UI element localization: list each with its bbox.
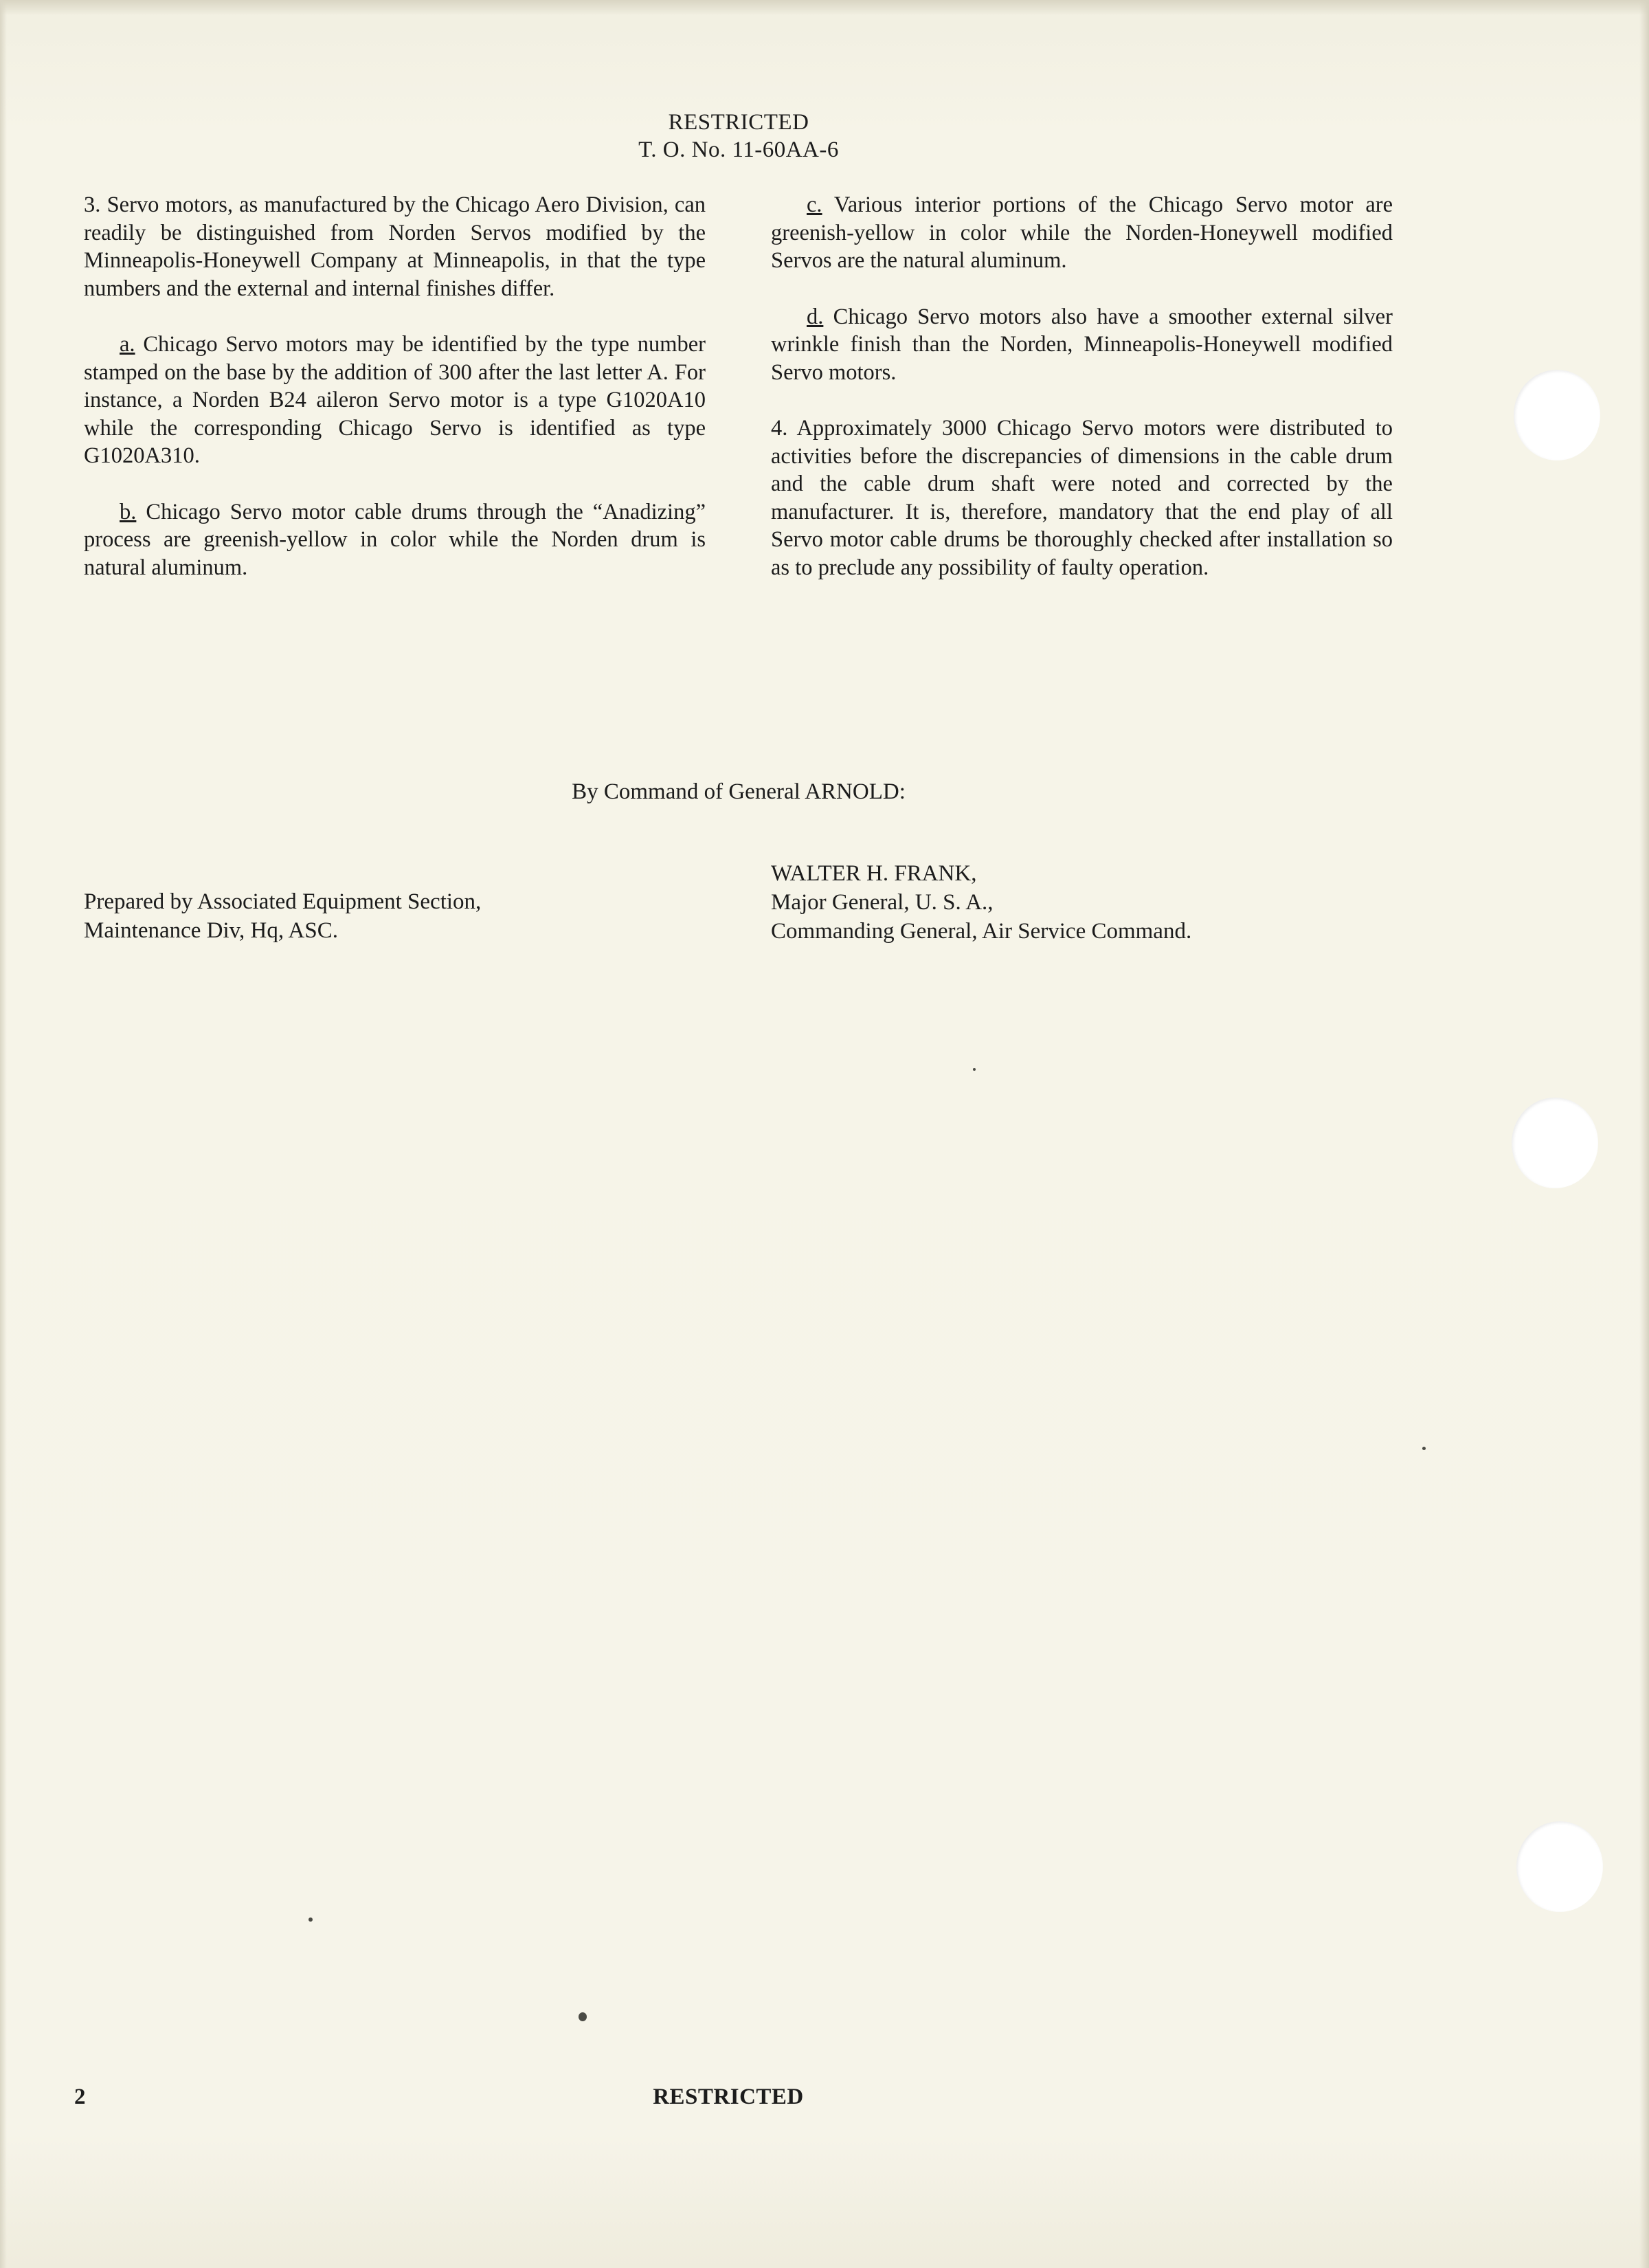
paragraph-3a: [84, 331, 706, 470]
paragraph-text: Approximately 3000 Chicago Servo motors were distributed to activities before the discrepancies of dimensions in the cable drum and the cable drum shaft were noted and corrected by the manufacturer. It is, therefore, mandatory that the end play of all Servo motor cable drums be thoroughly checked after installation so as to preclude any possibility of faulty operation.: [771, 416, 1393, 580]
prepared-by-line-2: Maintenance Div, Hq, ASC.: [84, 918, 338, 943]
paragraph-text: Chicago Servo motors may be identified by the type number stamped on the base by the addition of 300 after the last letter A. For instance, a Norden B24 aileron Servo motor is a type G1020A10 while the corresponding Chicago Servo is identified as type G1020A310.: [84, 332, 706, 468]
paragraph-3d: [771, 303, 1393, 387]
paragraph-text: Various interior portions of the Chicago Servo motor are greenish-yellow in color while the Norden-Honeywell modified Servos are the natural aluminum.: [771, 192, 1393, 273]
binder-punch-hole: [1514, 370, 1600, 460]
header-doc-number: T. O. No. 11-60AA-6: [638, 137, 839, 162]
paper-speck: [579, 2012, 587, 2021]
command-line: By Command of General ARNOLD:: [572, 779, 906, 804]
paper-speck: [973, 1068, 976, 1071]
left-column: [84, 191, 706, 610]
header-classification: RESTRICTED: [668, 110, 809, 135]
signature-name: WALTER H. FRANK,: [771, 861, 977, 886]
signature-rank: Major General, U. S. A.,: [771, 890, 994, 915]
right-column: [771, 191, 1393, 610]
paper-speck: [1422, 1447, 1426, 1450]
paragraph-text: Servo motors, as manufactured by the Chicago Aero Division, can readily be distinguished from Norden Servos modified by the Minneapolis-Honeywell Company at Minneapolis, in that the type numbers and the external and internal finishes differ.: [84, 192, 706, 301]
paper-edge-top: [0, 0, 1649, 15]
binder-punch-hole: [1512, 1098, 1598, 1188]
prepared-by-block: [84, 887, 702, 945]
paragraph-text: Chicago Servo motor cable drums through the “Anadizing” process are greenish-yellow in color while the Norden drum is natural aluminum.: [84, 499, 706, 580]
paragraph-3c: [771, 191, 1393, 275]
paragraph-number: 3.: [84, 192, 101, 217]
binder-punch-hole: [1516, 1821, 1603, 1912]
page-header: [0, 109, 1477, 164]
page-number: 2: [74, 2084, 86, 2109]
signature-title: Commanding General, Air Service Command.: [771, 919, 1192, 944]
prepared-by-line-1: Prepared by Associated Equipment Section,: [84, 889, 482, 914]
paragraph-number: 4.: [771, 416, 788, 441]
paragraph-letter: c.: [807, 192, 822, 217]
paper-edge-left: [0, 0, 7, 2268]
paragraph-text: Chicago Servo motors also have a smoother external silver wrinkle finish than the Norden, Minneapolis-Honeywell modified Servo motors.: [771, 304, 1393, 385]
paragraph-letter: d.: [807, 304, 824, 329]
paper-speck: [309, 1917, 313, 1922]
paragraph-3b: [84, 498, 706, 582]
footer-classification: RESTRICTED: [653, 2084, 804, 2109]
paragraph-3: [84, 191, 706, 302]
signature-block: [771, 859, 1458, 946]
paragraph-letter: a.: [120, 332, 135, 357]
paper-edge-right: [1639, 0, 1649, 2268]
paragraph-4: [771, 414, 1393, 581]
paragraph-letter: b.: [120, 499, 137, 524]
